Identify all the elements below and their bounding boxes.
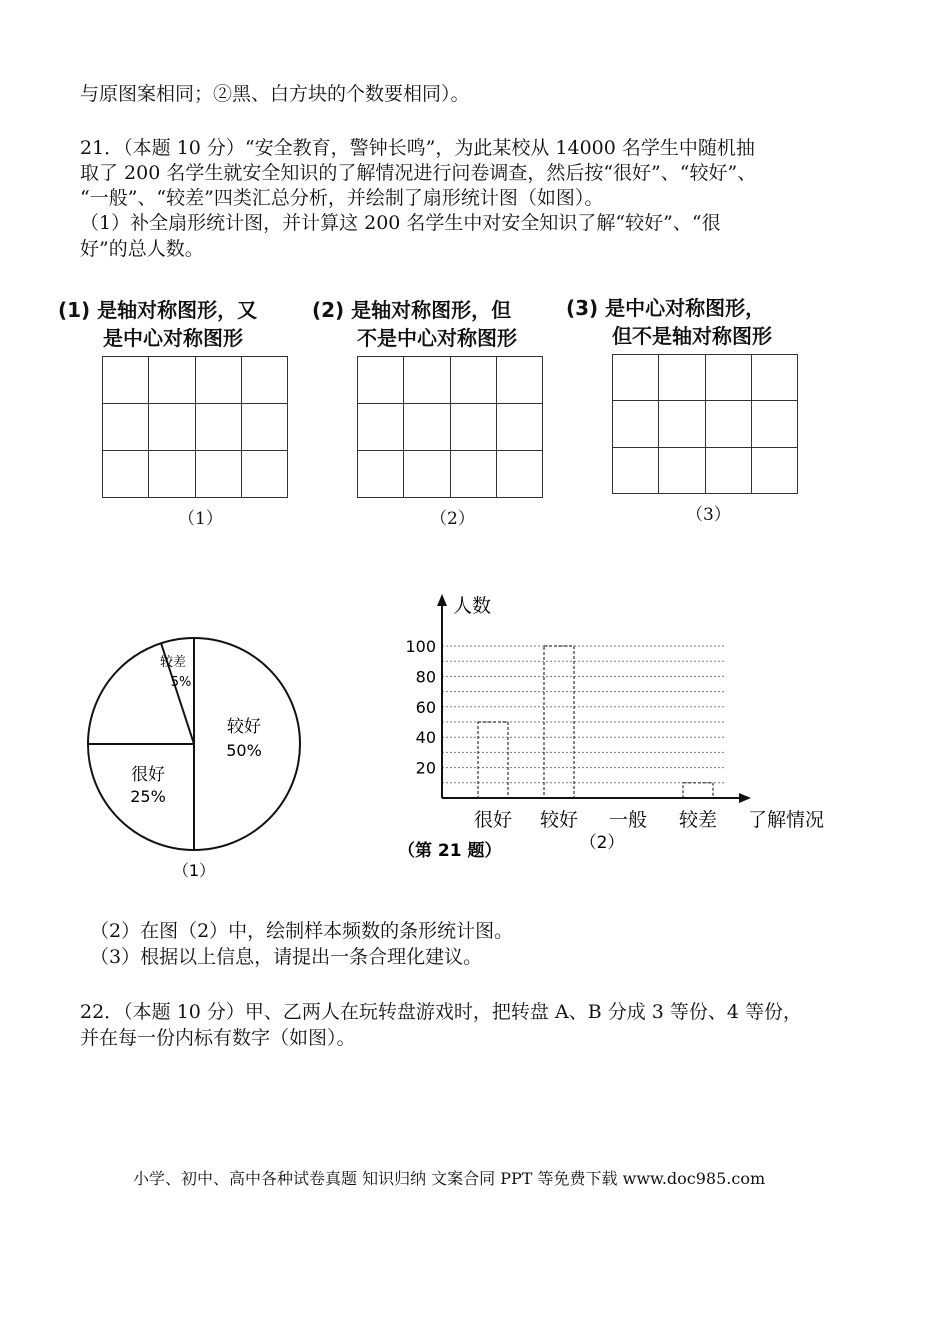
- page-footer: 小学、初中、高中各种试卷真题 知识归纳 文案合同 PPT 等免费下载 www.doc985.com: [133, 1169, 766, 1188]
- y-tick-label: 60: [415, 697, 436, 717]
- grid1-caption: （1）: [178, 509, 223, 529]
- y-tick-label: 40: [415, 728, 436, 748]
- bar-subcaption: （2）: [579, 833, 625, 853]
- bar-gridlines: [442, 646, 725, 783]
- text-line-1: 与原图案相同；②黑、白方块的个数要相同）。: [80, 83, 470, 105]
- y-tick-label: 20: [415, 758, 436, 778]
- x-axis-label: 了解情况: [748, 809, 825, 831]
- y-axis-label: 人数: [453, 595, 492, 617]
- grid3-caption: （3）: [686, 505, 731, 525]
- grid3-title-line2: 但不是轴对称图形: [612, 324, 772, 348]
- bar-yticks: [405, 637, 436, 778]
- x-tick-label: 较好: [539, 809, 579, 831]
- x-tick-label: 一般: [608, 809, 648, 831]
- bar-chart: [395, 588, 845, 868]
- grid-2: [357, 356, 543, 498]
- q21-part-3: （3）根据以上信息，请提出一条合理化建议。: [90, 946, 483, 968]
- x-tick-label: 较差: [678, 809, 718, 831]
- q21-line-2: 取了 200 名学生就安全知识的了解情况进行问卷调查，然后按“很好”、“较好”、: [80, 162, 757, 184]
- bar-xticks: [474, 809, 717, 831]
- slice-pct-verygood: 25%: [130, 787, 166, 806]
- y-tick-label: 80: [415, 667, 436, 687]
- y-axis-arrow: [437, 594, 447, 606]
- grid-1: [102, 356, 288, 498]
- figure-caption: （第 21 题）: [398, 841, 502, 861]
- grid2-title-line2: 不是中心对称图形: [357, 326, 517, 350]
- pie-caption: （1）: [172, 861, 216, 880]
- grid1-title-line2: 是中心对称图形: [103, 326, 243, 350]
- grid2-caption: （2）: [430, 509, 475, 529]
- grid3-title-line1: (3) 是中心对称图形，: [566, 296, 766, 320]
- slice-label-poor: 较差: [159, 655, 187, 670]
- slice-pct-poor: 5%: [170, 675, 192, 690]
- pie-chart: [80, 630, 310, 885]
- slice-pct-good: 50%: [226, 741, 262, 760]
- q22-line-1: 22．（本题 10 分）甲、乙两人在玩转盘游戏时，把转盘 A、B 分成 3 等份、4 等份，: [80, 1001, 802, 1023]
- grid2-title-line1: (2) 是轴对称图形，但: [312, 298, 512, 322]
- q21-line-5: 好”的总人数。: [80, 238, 204, 260]
- grid-3: [612, 354, 798, 494]
- q21-line-1: 21．（本题 10 分）“安全教育，警钟长鸣”，为此某校从 14000 名学生中随机抽: [80, 137, 755, 159]
- slice-label-good: 较好: [227, 717, 261, 737]
- slice-label-verygood: 很好: [131, 765, 165, 785]
- q21-line-4: （1）补全扇形统计图，并计算这 200 名学生中对安全知识了解“较好”、“很: [80, 212, 721, 234]
- x-tick-label: 很好: [473, 809, 513, 831]
- bar: [478, 722, 508, 798]
- y-tick-label: 100: [405, 637, 436, 656]
- bar: [683, 783, 713, 798]
- x-axis-arrow: [739, 793, 751, 803]
- q21-part-2: （2）在图（2）中，绘制样本频数的条形统计图。: [90, 920, 514, 942]
- grid1-title-line1: (1) 是轴对称图形，又: [58, 298, 258, 322]
- q21-line-3: “一般”、“较差”四类汇总分析，并绘制了扇形统计图（如图）。: [80, 187, 604, 209]
- q22-line-2: 并在每一份内标有数字（如图）。: [80, 1027, 356, 1049]
